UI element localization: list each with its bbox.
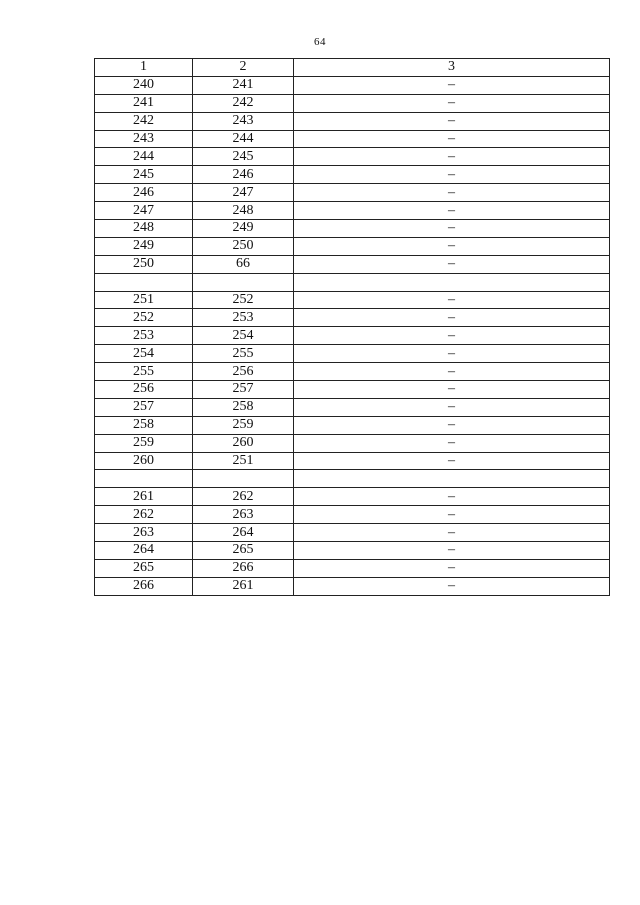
table-row — [95, 363, 610, 381]
table-cell-col-1 — [95, 273, 193, 291]
table-cell-col-3: – — [294, 166, 610, 184]
table-cell-col-3: – — [294, 184, 610, 202]
table-row — [95, 542, 610, 560]
table-cell-col-1: 250 — [95, 255, 193, 273]
table-header — [95, 59, 610, 77]
table-row — [95, 237, 610, 255]
table-cell-col-3: – — [294, 416, 610, 434]
table-cell-col-1: 248 — [95, 220, 193, 238]
table-cell-col-2: 254 — [193, 327, 294, 345]
table-cell-col-3: – — [294, 542, 610, 560]
table-row — [95, 166, 610, 184]
table-cell-col-1: 240 — [95, 76, 193, 94]
table-cell-col-3: – — [294, 524, 610, 542]
table-cell-col-3: – — [294, 398, 610, 416]
column-header-1: 1 — [95, 59, 193, 77]
table-row — [95, 524, 610, 542]
table-cell-col-2: 265 — [193, 542, 294, 560]
table-cell-col-3: – — [294, 363, 610, 381]
table-cell-col-2 — [193, 273, 294, 291]
table-row — [95, 184, 610, 202]
table-cell-col-2: 241 — [193, 76, 294, 94]
table-cell-col-1: 241 — [95, 94, 193, 112]
table-cell-col-1 — [95, 470, 193, 488]
table-cell-col-1: 259 — [95, 434, 193, 452]
table-cell-col-3: – — [294, 309, 610, 327]
table-cell-col-2 — [193, 470, 294, 488]
table-cell-col-2: 255 — [193, 345, 294, 363]
table-cell-col-2: 66 — [193, 255, 294, 273]
table-cell-col-2: 245 — [193, 148, 294, 166]
page-number: 64 — [314, 36, 326, 48]
table-row — [95, 452, 610, 470]
table-cell-col-2: 266 — [193, 559, 294, 577]
table-cell-col-1: 266 — [95, 577, 193, 595]
table-row — [95, 327, 610, 345]
table-cell-col-1: 256 — [95, 381, 193, 399]
table-cell-col-3: – — [294, 327, 610, 345]
table-cell-col-1: 264 — [95, 542, 193, 560]
table-row — [95, 416, 610, 434]
table-row — [95, 220, 610, 238]
table-cell-col-2: 263 — [193, 506, 294, 524]
table-cell-col-3: – — [294, 202, 610, 220]
table-cell-col-1: 263 — [95, 524, 193, 542]
table-cell-col-2: 250 — [193, 237, 294, 255]
column-header-2: 2 — [193, 59, 294, 77]
table-row — [95, 506, 610, 524]
table-cell-col-2: 248 — [193, 202, 294, 220]
table-cell-col-2: 251 — [193, 452, 294, 470]
table-cell-col-1: 244 — [95, 148, 193, 166]
table-cell-col-2: 259 — [193, 416, 294, 434]
table-cell-col-3: – — [294, 94, 610, 112]
table-cell-col-1: 249 — [95, 237, 193, 255]
table-row — [95, 112, 610, 130]
table-row — [95, 130, 610, 148]
table-cell-col-3: – — [294, 255, 610, 273]
table-body — [95, 76, 610, 595]
table-row — [95, 148, 610, 166]
table-cell-col-2: 244 — [193, 130, 294, 148]
table-cell-col-1: 262 — [95, 506, 193, 524]
table-cell-col-1: 261 — [95, 488, 193, 506]
table-cell-col-3: – — [294, 434, 610, 452]
table-cell-col-1: 242 — [95, 112, 193, 130]
table-cell-col-1: 265 — [95, 559, 193, 577]
table-cell-col-3 — [294, 470, 610, 488]
table-cell-col-1: 254 — [95, 345, 193, 363]
table-row — [95, 309, 610, 327]
table-row — [95, 434, 610, 452]
table-row — [95, 577, 610, 595]
table-row — [95, 470, 610, 488]
table-cell-col-3: – — [294, 452, 610, 470]
table-cell-col-3: – — [294, 577, 610, 595]
table-cell-col-1: 253 — [95, 327, 193, 345]
table-cell-col-1: 252 — [95, 309, 193, 327]
table-cell-col-1: 255 — [95, 363, 193, 381]
table-cell-col-3: – — [294, 345, 610, 363]
table-cell-col-2: 253 — [193, 309, 294, 327]
table-cell-col-3: – — [294, 112, 610, 130]
column-header-3: 3 — [294, 59, 610, 77]
table-row — [95, 255, 610, 273]
table-cell-col-2: 249 — [193, 220, 294, 238]
table-cell-col-2: 258 — [193, 398, 294, 416]
table-cell-col-3: – — [294, 130, 610, 148]
table-cell-col-2: 257 — [193, 381, 294, 399]
table-row — [95, 291, 610, 309]
table-row — [95, 488, 610, 506]
table-cell-col-3: – — [294, 76, 610, 94]
table-cell-col-3: – — [294, 506, 610, 524]
table-row — [95, 559, 610, 577]
table-row — [95, 273, 610, 291]
table-cell-col-3: – — [294, 559, 610, 577]
table-cell-col-2: 264 — [193, 524, 294, 542]
table-cell-col-1: 247 — [95, 202, 193, 220]
table-cell-col-3: – — [294, 291, 610, 309]
data-table — [94, 58, 610, 596]
table-cell-col-2: 261 — [193, 577, 294, 595]
header-row — [95, 59, 610, 77]
table-cell-col-3: – — [294, 381, 610, 399]
table-cell-col-1: 258 — [95, 416, 193, 434]
table-cell-col-2: 247 — [193, 184, 294, 202]
table-cell-col-3 — [294, 273, 610, 291]
table-cell-col-1: 251 — [95, 291, 193, 309]
table-row — [95, 76, 610, 94]
table-cell-col-2: 262 — [193, 488, 294, 506]
table-cell-col-3: – — [294, 488, 610, 506]
table-row — [95, 345, 610, 363]
table-row — [95, 94, 610, 112]
table-row — [95, 381, 610, 399]
table-cell-col-1: 246 — [95, 184, 193, 202]
table-cell-col-3: – — [294, 220, 610, 238]
table-cell-col-2: 256 — [193, 363, 294, 381]
table-cell-col-1: 245 — [95, 166, 193, 184]
table-cell-col-3: – — [294, 148, 610, 166]
table-cell-col-2: 260 — [193, 434, 294, 452]
table-cell-col-1: 243 — [95, 130, 193, 148]
table-row — [95, 398, 610, 416]
table-row — [95, 202, 610, 220]
table-cell-col-1: 257 — [95, 398, 193, 416]
table-cell-col-2: 242 — [193, 94, 294, 112]
table-cell-col-2: 252 — [193, 291, 294, 309]
table-cell-col-2: 246 — [193, 166, 294, 184]
table-cell-col-2: 243 — [193, 112, 294, 130]
table-cell-col-3: – — [294, 237, 610, 255]
table-cell-col-1: 260 — [95, 452, 193, 470]
